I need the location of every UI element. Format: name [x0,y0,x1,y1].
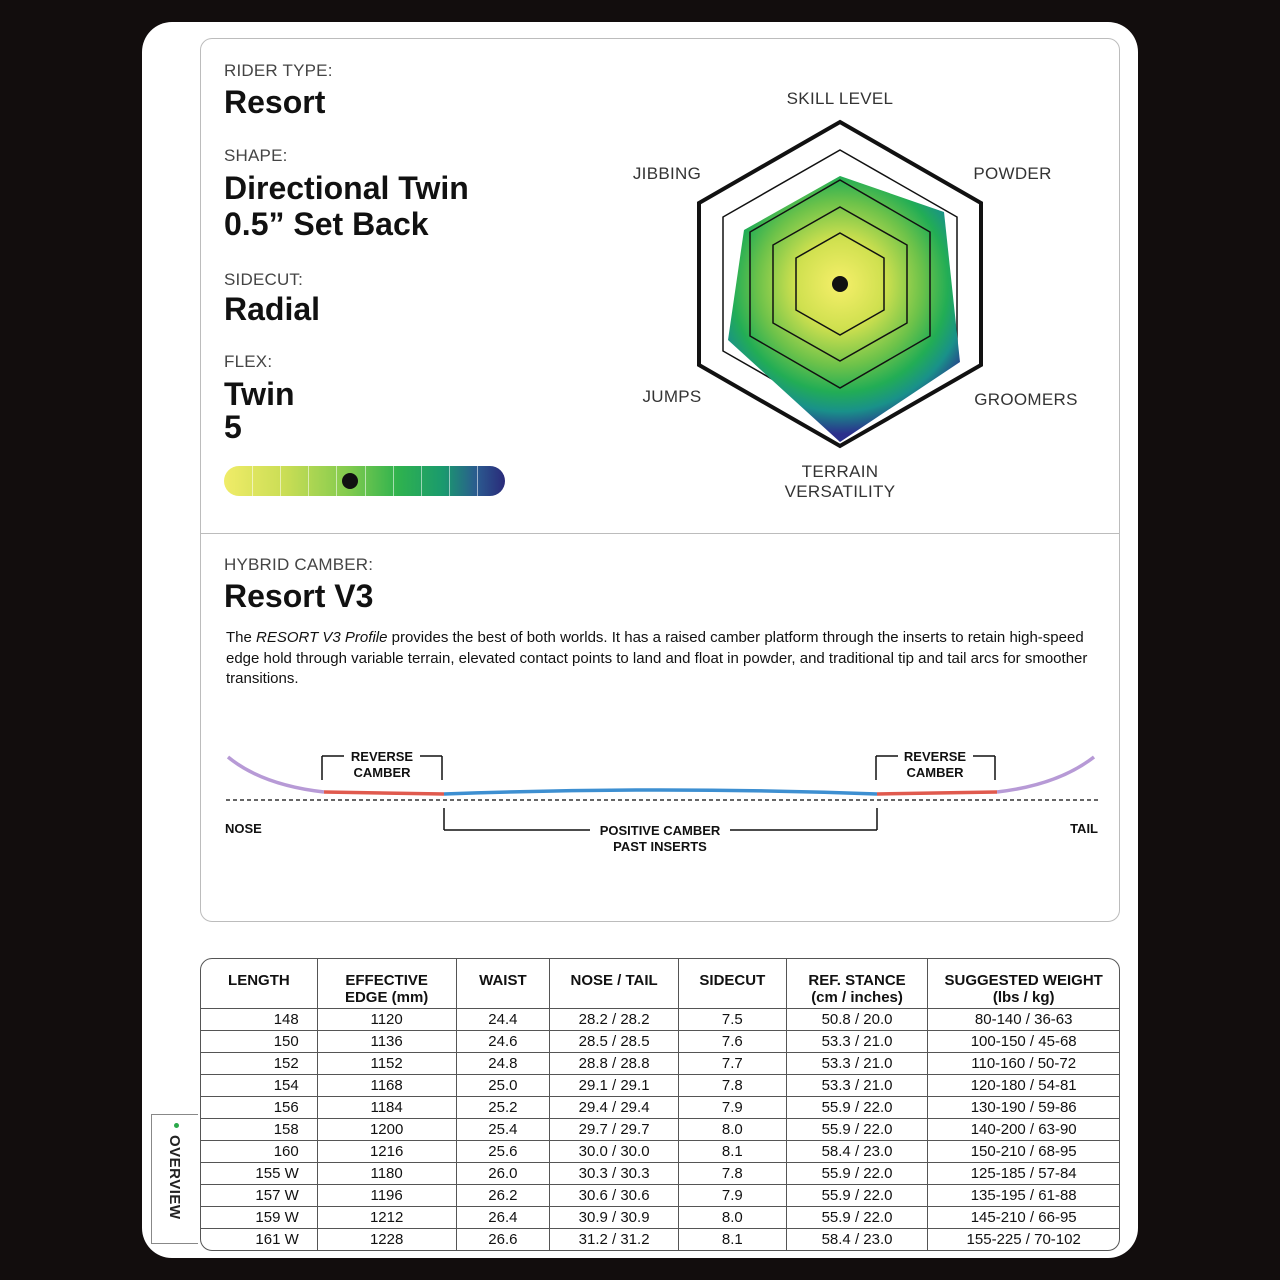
camber-description [226,628,1106,690]
cell-ref-stance: 53.3 / 21.0 [787,1031,929,1053]
table-row [201,1097,1119,1119]
flex-scale-tick [477,466,478,496]
tail-reverse-camber-label-line1: REVERSE [903,749,967,764]
cell-sidecut: 7.8 [679,1163,787,1185]
radar-label-groomers: GROOMERS [974,390,1078,409]
cell-suggested-weight: 80-140 / 36-63 [928,1009,1119,1031]
cell-waist: 25.2 [457,1097,551,1119]
positive-camber-label-line1: POSITIVE CAMBER [599,823,721,838]
table-row [201,1207,1119,1229]
overview-tab-indicator [174,1123,179,1128]
camber-desc-italic: RESORT V3 Profile [256,629,388,646]
cell-suggested-weight: 125-185 / 57-84 [928,1163,1119,1185]
cell-nose-tail: 31.2 / 31.2 [550,1229,679,1250]
cell-nose-tail: 30.6 / 30.6 [550,1185,679,1207]
cell-sidecut: 7.9 [679,1097,787,1119]
cell-length: 157 W [201,1185,318,1207]
table-row [201,1185,1119,1207]
table-header-row [201,959,1119,1009]
table-body [201,1009,1119,1250]
nose-reverse-camber-label-line1: REVERSE [350,749,414,764]
cell-waist: 26.2 [457,1185,551,1207]
header-suggested-weight-line2: (lbs / kg) [992,989,1055,1006]
camber-desc-pre: The [226,629,257,646]
header-length-line1: LENGTH [228,972,290,989]
header-waist-line1: WAIST [479,972,527,989]
header-nose-tail-line1: NOSE / TAIL [570,972,658,989]
cell-ref-stance: 58.4 / 23.0 [787,1141,929,1163]
cell-waist: 26.6 [457,1229,551,1250]
table-row [201,1141,1119,1163]
cell-nose-tail: 29.4 / 29.4 [550,1097,679,1119]
cell-sidecut: 7.7 [679,1053,787,1075]
cell-effective-edge: 1152 [318,1053,457,1075]
cell-waist: 24.6 [457,1031,551,1053]
flex-scale-marker [342,473,358,489]
table-row [201,1163,1119,1185]
header-waist [457,959,551,1009]
flex-scale-tick [393,466,394,496]
cell-ref-stance: 55.9 / 22.0 [787,1207,929,1229]
camber-label: HYBRID CAMBER: [224,555,374,574]
table-row [201,1075,1119,1097]
cell-waist: 26.0 [457,1163,551,1185]
ride-profile-radar [690,110,990,460]
radar-label-jumps: JUMPS [642,387,702,406]
cell-suggested-weight: 150-210 / 68-95 [928,1141,1119,1163]
tail-tip-curve [997,757,1094,792]
cell-nose-tail: 30.3 / 30.3 [550,1163,679,1185]
header-suggested-weight-line1: SUGGESTED WEIGHT [944,972,1103,989]
flex-type-value: Twin [224,376,295,412]
flex-scale-tick [308,466,309,496]
cell-effective-edge: 1184 [318,1097,457,1119]
radar-label-powder: POWDER [973,164,1052,183]
flex-scale-tick [365,466,366,496]
cell-effective-edge: 1168 [318,1075,457,1097]
cell-length: 152 [201,1053,318,1075]
cell-waist: 24.4 [457,1009,551,1031]
size-spec-table [200,958,1120,1251]
tail-reverse-camber-label-line2: CAMBER [906,765,964,780]
header-ref-stance-line1: REF. STANCE [808,972,906,989]
cell-sidecut: 8.1 [679,1141,787,1163]
radar-label-jibbing: JIBBING [632,164,702,183]
cell-suggested-weight: 110-160 / 50-72 [928,1053,1119,1075]
cell-ref-stance: 53.3 / 21.0 [787,1075,929,1097]
cell-suggested-weight: 155-225 / 70-102 [966,1230,1081,1248]
cell-nose-tail: 30.9 / 30.9 [550,1207,679,1229]
rider-type-label: RIDER TYPE: [224,61,333,80]
cell-effective-edge: 1212 [318,1207,457,1229]
cell-sidecut: 8.1 [679,1229,787,1250]
cell-effective-edge: 1120 [318,1009,457,1031]
flex-number-value: 5 [224,409,242,445]
header-sidecut [679,959,787,1009]
flex-label: FLEX: [224,352,273,371]
cell-length: 148 [201,1009,318,1031]
camber-desc-post: provides the best of both worlds. It has a raised camber platform through the inserts to retain high-speed edge hold through variable terrain, elevated contact points to land and float in powder, and traditional tip and tail arcs for smoother transitions. [226,629,1088,687]
cell-nose-tail: 29.1 / 29.1 [550,1075,679,1097]
cell-effective-edge: 1180 [318,1163,457,1185]
cell-ref-stance: 50.8 / 20.0 [787,1009,929,1031]
cell-sidecut: 8.0 [679,1119,787,1141]
cell-suggested-weight: 100-150 / 45-68 [928,1031,1119,1053]
cell-waist: 25.4 [457,1119,551,1141]
header-suggested-weight [928,959,1119,1009]
cell-effective-edge: 1196 [318,1185,457,1207]
cell-suggested-weight: 120-180 / 54-81 [928,1075,1119,1097]
tail-reverse-camber-line [877,792,997,794]
positive-camber-line [444,790,877,794]
header-length [201,959,318,1009]
cell-nose-tail: 28.8 / 28.8 [550,1053,679,1075]
flex-scale-tick [449,466,450,496]
radar-label-terrain-line2: VERSATILITY [784,482,896,501]
cell-suggested-weight: 145-210 / 66-95 [928,1207,1119,1229]
cell-sidecut: 7.5 [679,1009,787,1031]
panel-divider [200,533,1120,534]
cell-sidecut: 8.0 [679,1207,787,1229]
cell-nose-tail: 28.5 / 28.5 [550,1031,679,1053]
cell-waist: 25.0 [457,1075,551,1097]
cell-sidecut: 7.6 [679,1031,787,1053]
shape-value-line1: Directional Twin [224,170,469,206]
cell-length: 155 W [201,1163,318,1185]
rider-type-value: Resort [224,84,326,120]
header-effective-edge [318,959,457,1009]
radar-label-skill-level: SKILL LEVEL [786,89,894,108]
cell-length: 159 W [201,1207,318,1229]
cell-effective-edge: 1228 [318,1229,457,1250]
overview-tab-label: OVERVIEW [166,1135,183,1220]
radar-center-dot [832,276,848,292]
cell-sidecut: 7.9 [679,1185,787,1207]
overview-tab[interactable] [151,1114,198,1244]
cell-sidecut: 7.8 [679,1075,787,1097]
header-nose-tail [550,959,679,1009]
cell-effective-edge: 1200 [318,1119,457,1141]
nose-reverse-camber-line [324,792,444,794]
cell-waist: 25.6 [457,1141,551,1163]
flex-scale-tick [280,466,281,496]
table-row [201,1031,1119,1053]
cell-length: 160 [201,1141,318,1163]
cell-ref-stance: 55.9 / 22.0 [787,1163,929,1185]
cell-length: 156 [201,1097,318,1119]
nose-reverse-camber-label-line2: CAMBER [353,765,411,780]
cell-nose-tail: 28.2 / 28.2 [550,1009,679,1031]
header-ref-stance-line2: (cm / inches) [811,989,903,1006]
cell-ref-stance: 55.9 / 22.0 [787,1097,929,1119]
cell-ref-stance: 53.3 / 21.0 [787,1053,929,1075]
nose-label: NOSE [225,821,262,836]
cell-length: 158 [201,1119,318,1141]
cell-suggested-weight: 140-200 / 63-90 [928,1119,1119,1141]
cell-effective-edge: 1216 [318,1141,457,1163]
shape-label: SHAPE: [224,146,288,165]
table-row [201,1229,1119,1250]
flex-scale-tick [336,466,337,496]
cell-suggested-weight: 135-195 / 61-88 [928,1185,1119,1207]
radar-label-terrain-line1: TERRAIN [801,462,879,481]
cell-ref-stance: 55.9 / 22.0 [787,1119,929,1141]
cell-effective-edge: 1136 [318,1031,457,1053]
cell-nose-tail: 29.7 / 29.7 [550,1119,679,1141]
sidecut-label: SIDECUT: [224,270,304,289]
sidecut-value: Radial [224,291,321,327]
flex-scale-bar [224,466,505,496]
table-row [201,1009,1119,1031]
cell-suggested-weight: 130-190 / 59-86 [928,1097,1119,1119]
header-ref-stance [787,959,929,1009]
cell-nose-tail: 30.0 / 30.0 [550,1141,679,1163]
cell-ref-stance: 58.4 / 23.0 [787,1229,929,1250]
positive-camber-label-line2: PAST INSERTS [613,839,707,854]
table-row [201,1053,1119,1075]
cell-waist: 26.4 [457,1207,551,1229]
tail-label: TAIL [1070,821,1098,836]
header-sidecut-line1: SIDECUT [699,972,766,989]
cell-length: 154 [201,1075,318,1097]
cell-length: 161 W [201,1229,318,1250]
flex-scale-tick [421,466,422,496]
cell-length: 150 [201,1031,318,1053]
nose-tip-curve [228,757,324,792]
flex-scale-tick [252,466,253,496]
cell-ref-stance: 55.9 / 22.0 [787,1185,929,1207]
table-row [201,1119,1119,1141]
shape-value-line2: 0.5” Set Back [224,206,429,242]
header-effective-edge-line2: EDGE (mm) [344,989,429,1006]
header-effective-edge-line1: EFFECTIVE [345,972,428,989]
camber-name: Resort V3 [224,578,374,614]
cell-waist: 24.8 [457,1053,551,1075]
